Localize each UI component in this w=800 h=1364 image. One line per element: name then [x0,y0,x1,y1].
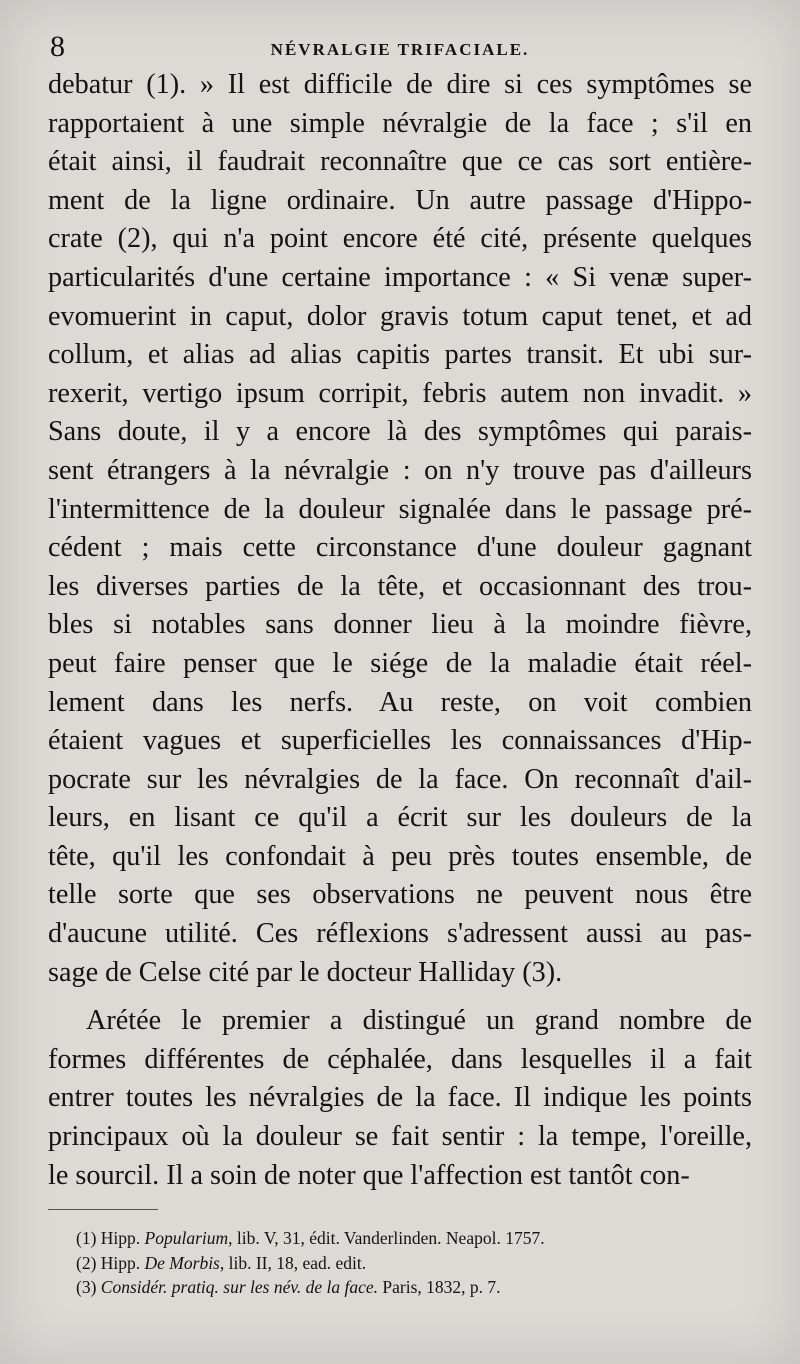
footnote-text: Paris, 1832, p. 7. [378,1277,501,1298]
text-line: Sans doute, il y a encore là des symptômes qui parais- [48,416,752,448]
text-line: crate (2), qui n'a point encore été cité, présente quelques [48,223,752,255]
text-line: cédent ; mais cette circonstance d'une douleur gagnant [48,532,752,564]
text-line: bles si notables sans donner lieu à la moindre fièvre, [48,609,752,641]
body-text [48,66,752,1195]
footnote-mark: (1) [76,1228,97,1249]
footnote [48,1251,752,1276]
footnote-title: Considér. pratiq. sur les név. de la face. [100,1277,378,1298]
text-line: d'aucune utilité. Ces réflexions s'adressent aussi au pas- [48,918,752,950]
footnote [48,1275,752,1300]
footnote-mark: (2) [76,1252,97,1273]
footnote-text: Hipp. [100,1228,145,1249]
text-line: était ainsi, il faudrait reconnaître que ce cas sort entière- [48,146,752,178]
text-line: lement dans les nerfs. Au reste, on voit combien [48,686,752,718]
footnotes [48,1226,752,1300]
footnote [48,1226,752,1251]
text-line: les diverses parties de la tête, et occasionnant des trou- [48,570,752,602]
text-line: Arétée le premier a distingué un grand nombre de [86,1005,752,1037]
text-line: le sourcil. Il a soin de noter que l'affection est tantôt con- [48,1159,690,1191]
text-line: entrer toutes les névralgies de la face. Il indique les points [48,1082,752,1114]
text-line: telle sorte que ses observations ne peuvent nous être [48,879,752,911]
footnote-title: De Morbis [144,1252,220,1273]
text-line: pocrate sur les névralgies de la face. On reconnaît d'ail- [48,763,752,795]
footnote-text: , lib. II, 18, ead. edit. [219,1252,367,1273]
text-line: leurs, en lisant ce qu'il a écrit sur les douleurs de la [48,802,752,834]
text-line: ment de la ligne ordinaire. Un autre passage d'Hippo- [48,184,752,216]
running-title: NÉVRALGIE TRIFACIALE. [270,40,530,59]
paragraph-1 [48,66,752,992]
footnote-text: , lib. V, 31, édit. Vanderlinden. Neapol. 1757. [228,1228,545,1249]
text-line: étaient vagues et superficielles les connaissances d'Hip- [48,725,752,757]
text-line: particularités d'une certaine importance : « Si venæ super- [48,261,752,293]
footnote-rule [48,1209,158,1210]
text-line: peut faire penser que le siége de la maladie était réel- [48,647,752,679]
text-line: formes différentes de céphalée, dans lesquelles il a fait [48,1043,752,1075]
text-line: collum, et alias ad alias capitis partes transit. Et ubi sur- [48,339,752,371]
text-line: debatur (1). » Il est difficile de dire si ces symptômes se [48,69,752,100]
text-line: rexerit, vertigo ipsum corripit, febris autem non invadit. » [48,377,752,409]
text-line: principaux où la douleur se fait sentir : la tempe, l'oreille, [48,1121,752,1153]
footnote-title: Popularium [144,1228,229,1249]
text-line: sent étrangers à la névralgie : on n'y trouve pas d'ailleurs [48,454,752,486]
text-line: l'intermittence de la douleur signalée dans le passage pré- [48,493,752,525]
text-line: evomuerint in caput, dolor gravis totum caput tenet, et ad [48,300,752,332]
text-line: sage de Celse cité par le docteur Halliday (3). [48,956,563,988]
footnote-text: Hipp. [100,1252,145,1273]
paragraph-2 [48,1002,752,1195]
page-header [48,26,752,66]
page-number: 8 [50,30,65,63]
text-line: tête, qu'il les confondait à peu près toutes ensemble, de [48,840,752,872]
text-line: rapportaient à une simple névralgie de la face ; s'il en [48,107,752,139]
footnote-mark: (3) [76,1277,97,1298]
